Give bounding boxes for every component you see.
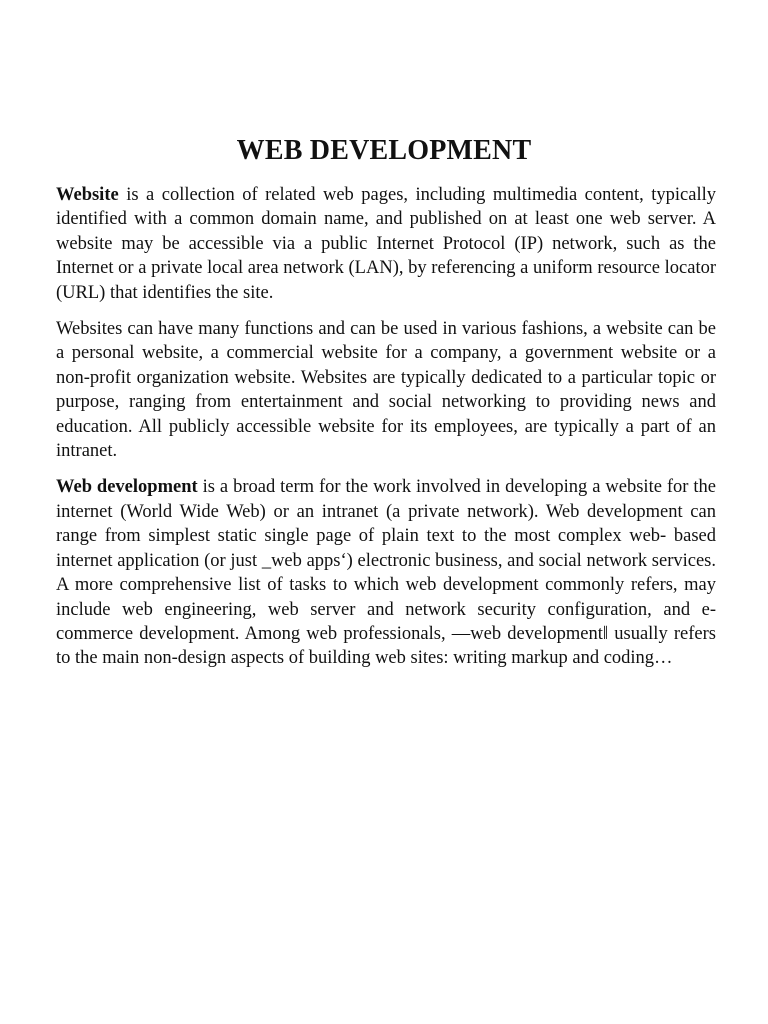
paragraph-website	[56, 183, 716, 305]
paragraph-web-development	[56, 475, 716, 670]
paragraph-text: is a collection of related web pages, including multimedia content, typically identified with a common domain name, and published on at least one web server. A website may be accessible via a public Internet Protocol (IP) network, such as the Internet or a private local area network (LAN), by referencing a uniform resource locator (URL) that identifies the site.	[56, 185, 716, 303]
paragraph-website-functions	[56, 317, 716, 463]
document-title: WEB DEVELOPMENT	[236, 135, 532, 166]
term-website: Website	[56, 185, 119, 205]
term-web-development: Web development	[56, 477, 198, 498]
paragraph-text: Websites can have many functions and can be used in various fashions, a website can be a personal website, a commercial website for a company, a government website or a non-profit organization website. Websites are typically dedicated to a particular topic or purpose, ranging from entertainment and social networking to providing news and education. All publicly accessible website for its employees, are typically a part of an intranet.	[56, 319, 716, 462]
document-body	[56, 183, 716, 683]
paragraph-text: is a broad term for the work involved in developing a website for the internet (World Wide Web) or an intranet (a private network). Web development can range from simplest static single page of plain text to the most complex web- based internet application (or just _web apps‘) electronic business, and social network services. A more comprehensive list of tasks to which web development commonly refers, may include web engineering, web server and network security configuration, and e-commerce development. Among web professionals, ―web development‖ usually refers to the main non-design aspects of building web sites: writing markup and coding…	[56, 477, 716, 669]
